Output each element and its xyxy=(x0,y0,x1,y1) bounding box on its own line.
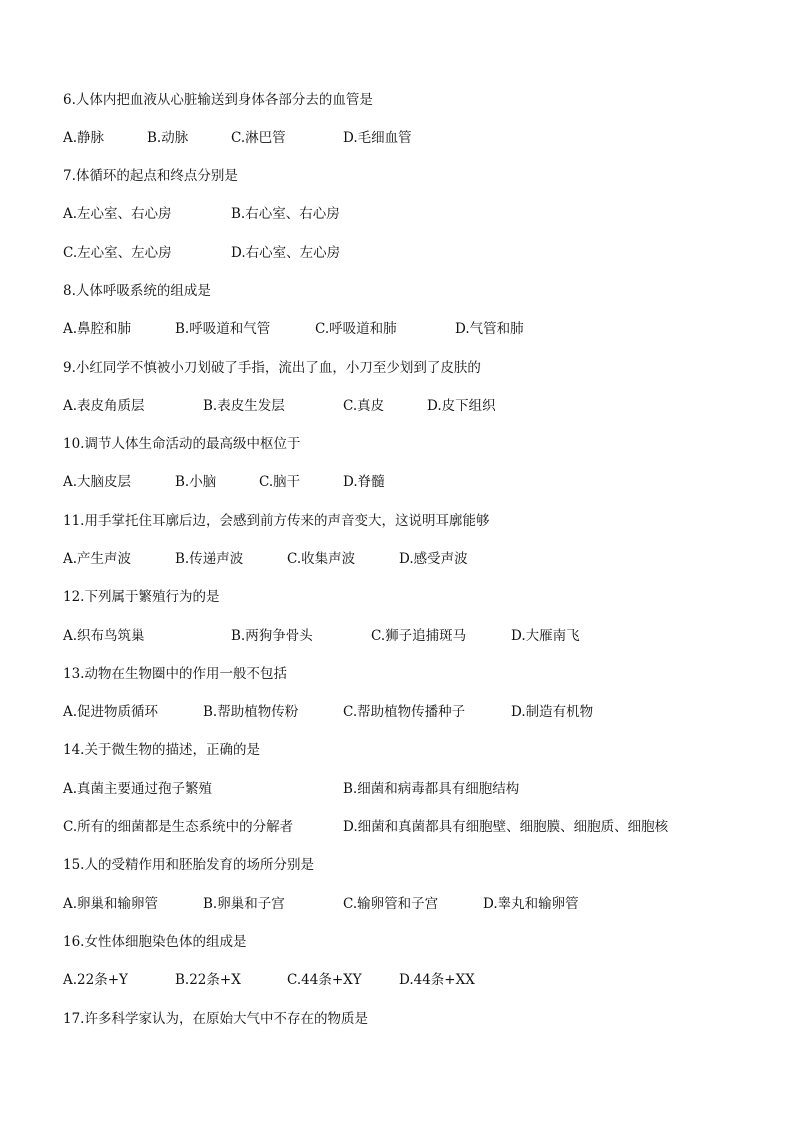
option-b: B.表皮生发层 xyxy=(203,398,285,414)
option-b: B.小脑 xyxy=(175,474,217,490)
option-b: B.传递声波 xyxy=(175,551,244,567)
question-stem: 10.调节人体生命活动的最高级中枢位于 xyxy=(63,436,301,452)
question-stem: 15.人的受精作用和胚胎发育的场所分别是 xyxy=(63,857,314,873)
option-c: C.输卵管和子宫 xyxy=(343,896,439,912)
option-b: B.细菌和病毒都具有细胞结构 xyxy=(343,781,520,797)
option-c: C.收集声波 xyxy=(287,551,356,567)
option-c: C.左心室、左心房 xyxy=(63,245,172,261)
question-stem: 12.下列属于繁殖行为的是 xyxy=(63,589,220,605)
option-c: C.44条+XY xyxy=(287,972,362,988)
option-d: D.大雁南飞 xyxy=(511,628,580,644)
option-a: A.真菌主要通过孢子繁殖 xyxy=(63,781,213,797)
option-a: A.促进物质循环 xyxy=(63,704,159,720)
question-stem: 8.人体呼吸系统的组成是 xyxy=(63,283,211,299)
option-a: A.鼻腔和肺 xyxy=(63,321,132,337)
option-d: D.44条+XX xyxy=(399,972,475,988)
option-c: C.所有的细菌都是生态系统中的分解者 xyxy=(63,819,294,835)
option-c: C.狮子追捕斑马 xyxy=(371,628,467,644)
option-b: B.动脉 xyxy=(147,130,189,146)
question-stem: 16.女性体细胞染色体的组成是 xyxy=(63,934,247,950)
option-a: A.静脉 xyxy=(63,130,105,146)
option-c: C.脑干 xyxy=(259,474,301,490)
question-stem: 13.动物在生物圈中的作用一般不包括 xyxy=(63,666,287,682)
option-a: A.22条+Y xyxy=(63,972,128,988)
option-b: B.右心室、右心房 xyxy=(231,206,340,222)
option-d: D.睾丸和输卵管 xyxy=(483,896,579,912)
question-stem: 9.小红同学不慎被小刀划破了手指，流出了血，小刀至少划到了皮肤的 xyxy=(63,360,481,376)
question-stem: 14.关于微生物的描述，正确的是 xyxy=(63,742,260,758)
option-b: B.两狗争骨头 xyxy=(231,628,313,644)
option-a: A.左心室、右心房 xyxy=(63,206,172,222)
option-d: D.制造有机物 xyxy=(511,704,594,720)
option-c: C.帮助植物传播种子 xyxy=(343,704,466,720)
option-a: A.产生声波 xyxy=(63,551,132,567)
option-b: B.呼吸道和气管 xyxy=(175,321,271,337)
option-d: D.脊髓 xyxy=(343,474,385,490)
option-a: A.表皮角质层 xyxy=(63,398,145,414)
option-d: D.皮下组织 xyxy=(427,398,496,414)
option-a: A.织布鸟筑巢 xyxy=(63,628,145,644)
option-c: C.淋巴管 xyxy=(231,130,286,146)
option-d: D.气管和肺 xyxy=(455,321,524,337)
option-a: A.卵巢和输卵管 xyxy=(63,896,159,912)
option-c: C.呼吸道和肺 xyxy=(315,321,397,337)
option-c: C.真皮 xyxy=(343,398,385,414)
option-d: D.毛细血管 xyxy=(343,130,412,146)
option-b: B.帮助植物传粉 xyxy=(203,704,299,720)
question-stem: 11.用手掌托住耳廓后边，会感到前方传来的声音变大，这说明耳廓能够 xyxy=(63,513,490,529)
question-stem: 17.许多科学家认为，在原始大气中不存在的物质是 xyxy=(63,1011,368,1027)
option-b: B.22条+X xyxy=(175,972,241,988)
option-b: B.卵巢和子宫 xyxy=(203,896,285,912)
option-d: D.细菌和真菌都具有细胞壁、细胞膜、细胞质、细胞核 xyxy=(343,819,669,835)
option-a: A.大脑皮层 xyxy=(63,474,132,490)
option-d: D.右心室、左心房 xyxy=(231,245,341,261)
question-stem: 7.体循环的起点和终点分别是 xyxy=(63,168,238,184)
question-stem: 6.人体内把血液从心脏输送到身体各部分去的血管是 xyxy=(63,92,373,108)
option-d: D.感受声波 xyxy=(399,551,468,567)
